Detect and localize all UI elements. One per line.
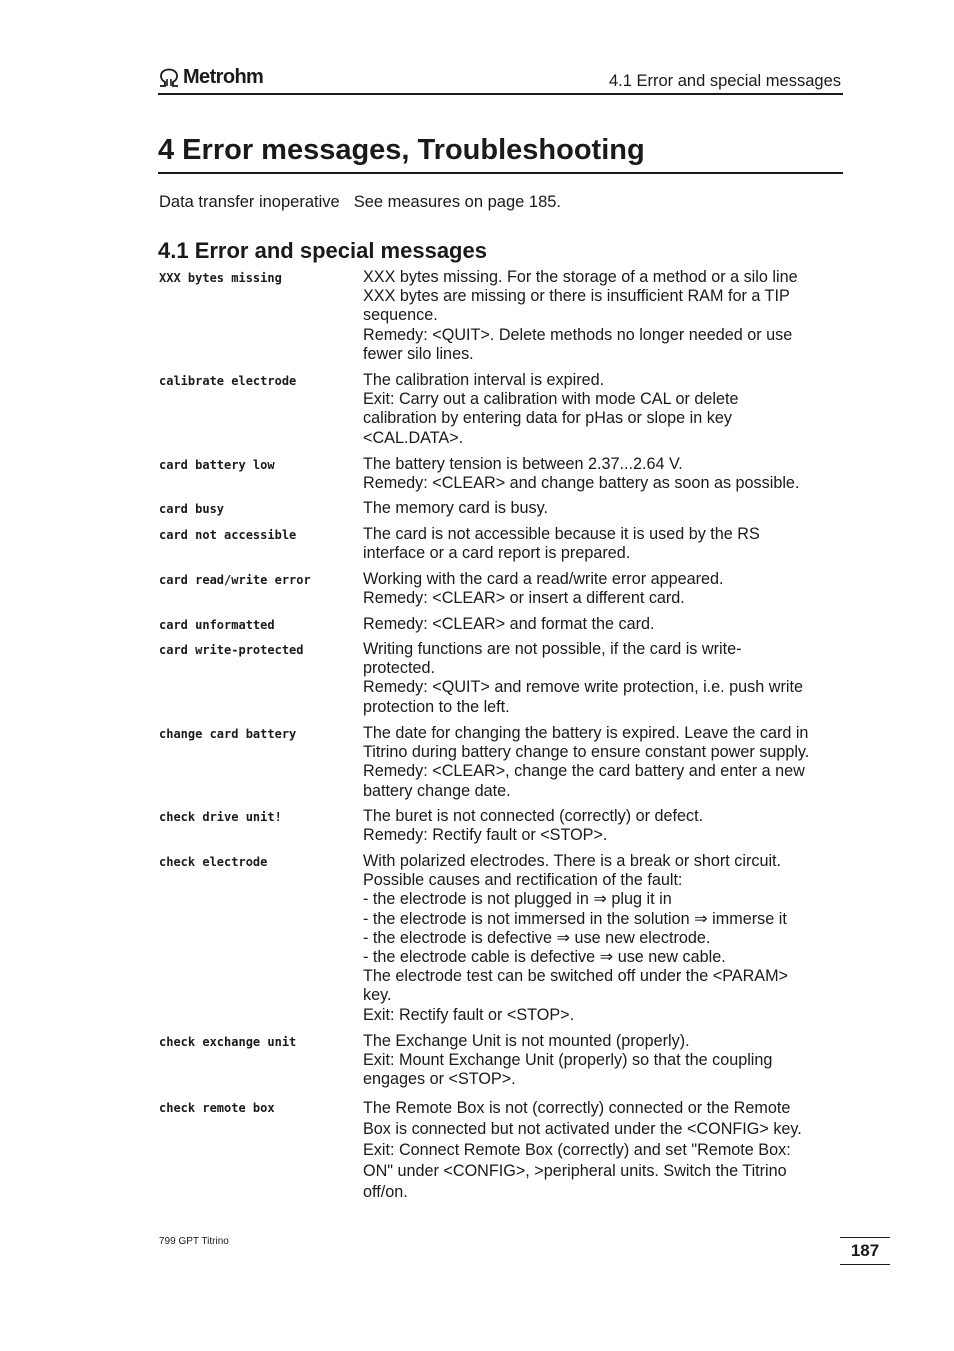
description-line: engages or <STOP>. xyxy=(363,1070,516,1089)
description-line: Exit: Rectify fault or <STOP>. xyxy=(363,1005,575,1024)
message-term: card battery low xyxy=(159,458,275,472)
message-description xyxy=(363,455,843,493)
message-term: card busy xyxy=(159,502,225,516)
intro-line xyxy=(159,193,561,212)
description-line: The calibration interval is expired. xyxy=(363,371,605,389)
page-number: 187 xyxy=(840,1237,890,1265)
message-description xyxy=(363,268,843,364)
page-header xyxy=(158,64,843,95)
logo xyxy=(158,66,263,89)
description-line: Remedy: <CLEAR>, change the card battery and enter a new xyxy=(363,762,805,781)
description-line: Remedy: Rectify fault or <STOP>. xyxy=(363,826,608,845)
description-line: - the electrode is defective ⇒ use new electrode. xyxy=(363,928,711,947)
description-line: off/on. xyxy=(363,1183,408,1201)
message-term: change card battery xyxy=(159,727,297,741)
description-line: <CAL.DATA>. xyxy=(363,428,464,447)
description-line: Working with the card a read/write error appeared. xyxy=(363,570,724,588)
message-description xyxy=(363,852,843,1025)
section-title: 4.1 Error and special messages xyxy=(158,238,487,263)
description-line: Remedy: <CLEAR> and change battery as soon as possible. xyxy=(363,474,800,493)
footer-product: 799 GPT Titrino xyxy=(159,1236,229,1247)
metrohm-logo-icon xyxy=(158,68,180,88)
message-description xyxy=(363,615,843,634)
message-term: check drive unit! xyxy=(159,810,282,824)
message-term: calibrate electrode xyxy=(159,374,297,388)
description-line: The Exchange Unit is not mounted (properly). xyxy=(363,1032,690,1050)
description-line: Box is connected but not activated under the <CONFIG> key. xyxy=(363,1120,802,1138)
description-line: The buret is not connected (correctly) or defect. xyxy=(363,807,704,825)
description-line: protected. xyxy=(363,659,435,678)
description-line: ON" under <CONFIG>, >peripheral units. Switch the Titrino xyxy=(363,1162,787,1180)
description-line: interface or a card report is prepared. xyxy=(363,544,631,563)
message-term: card read/write error xyxy=(159,573,311,587)
description-line: Exit: Mount Exchange Unit (properly) so that the coupling xyxy=(363,1051,773,1070)
description-line: calibration by entering data for pHas or slope in key xyxy=(363,409,732,428)
message-term: card not accessible xyxy=(159,528,297,542)
message-term: card write-protected xyxy=(159,643,304,657)
description-line: sequence. xyxy=(363,306,438,325)
intro-term: Data transfer inoperative xyxy=(159,193,340,211)
description-line: XXX bytes missing. For the storage of a method or a silo line xyxy=(363,268,798,286)
description-line: battery change date. xyxy=(363,781,511,800)
description-line: The Remote Box is not (correctly) connected or the Remote xyxy=(363,1099,791,1117)
logo-text: Metrohm xyxy=(183,66,264,88)
message-description xyxy=(363,525,843,563)
message-description xyxy=(363,1098,843,1203)
message-term: check exchange unit xyxy=(159,1035,297,1049)
message-term: card unformatted xyxy=(159,618,275,632)
description-line: XXX bytes are missing or there is insufficient RAM for a TIP xyxy=(363,287,790,306)
description-line: protection to the left. xyxy=(363,697,510,716)
description-line: The battery tension is between 2.37...2.64 V. xyxy=(363,455,683,473)
description-line: With polarized electrodes. There is a break or short circuit. xyxy=(363,852,782,870)
description-line: Writing functions are not possible, if the card is write- xyxy=(363,640,742,658)
message-description xyxy=(363,724,843,801)
description-line: The date for changing the battery is expired. Leave the card in xyxy=(363,724,809,742)
message-description xyxy=(363,570,843,608)
description-line: Exit: Connect Remote Box (correctly) and set "Remote Box: xyxy=(363,1141,791,1159)
description-line: fewer silo lines. xyxy=(363,344,474,363)
description-line: - the electrode cable is defective ⇒ use new cable. xyxy=(363,948,726,967)
chapter-title: 4 Error messages, Troubleshooting xyxy=(158,132,843,174)
header-section-ref: 4.1 Error and special messages xyxy=(608,72,841,90)
description-line: Possible causes and rectification of the fault: xyxy=(363,871,683,890)
description-line: The electrode test can be switched off under the <PARAM> xyxy=(363,967,789,986)
description-line: Exit: Carry out a calibration with mode CAL or delete xyxy=(363,390,739,409)
message-term: check remote box xyxy=(159,1101,275,1115)
message-description xyxy=(363,640,843,717)
description-line: key. xyxy=(363,986,392,1005)
description-line: Remedy: <QUIT> and remove write protection, i.e. push write xyxy=(363,678,803,697)
description-line: The card is not accessible because it is used by the RS xyxy=(363,525,760,543)
description-line: The memory card is busy. xyxy=(363,499,549,517)
message-description xyxy=(363,1032,843,1090)
message-description xyxy=(363,371,843,448)
description-line: Remedy: <CLEAR> or insert a different card. xyxy=(363,589,685,608)
description-line: - the electrode is not plugged in ⇒ plug it in xyxy=(363,890,672,909)
intro-text: See measures on page 185. xyxy=(353,193,562,211)
message-description xyxy=(363,807,843,845)
description-line: Titrino during battery change to ensure constant power supply. xyxy=(363,743,810,762)
description-line: - the electrode is not immersed in the solution ⇒ immerse it xyxy=(363,909,787,928)
message-description xyxy=(363,499,843,518)
description-line: Remedy: <QUIT>. Delete methods no longer needed or use xyxy=(363,325,793,344)
message-term: XXX bytes missing xyxy=(159,271,282,285)
description-line: Remedy: <CLEAR> and format the card. xyxy=(363,615,655,633)
message-term: check electrode xyxy=(159,855,268,869)
